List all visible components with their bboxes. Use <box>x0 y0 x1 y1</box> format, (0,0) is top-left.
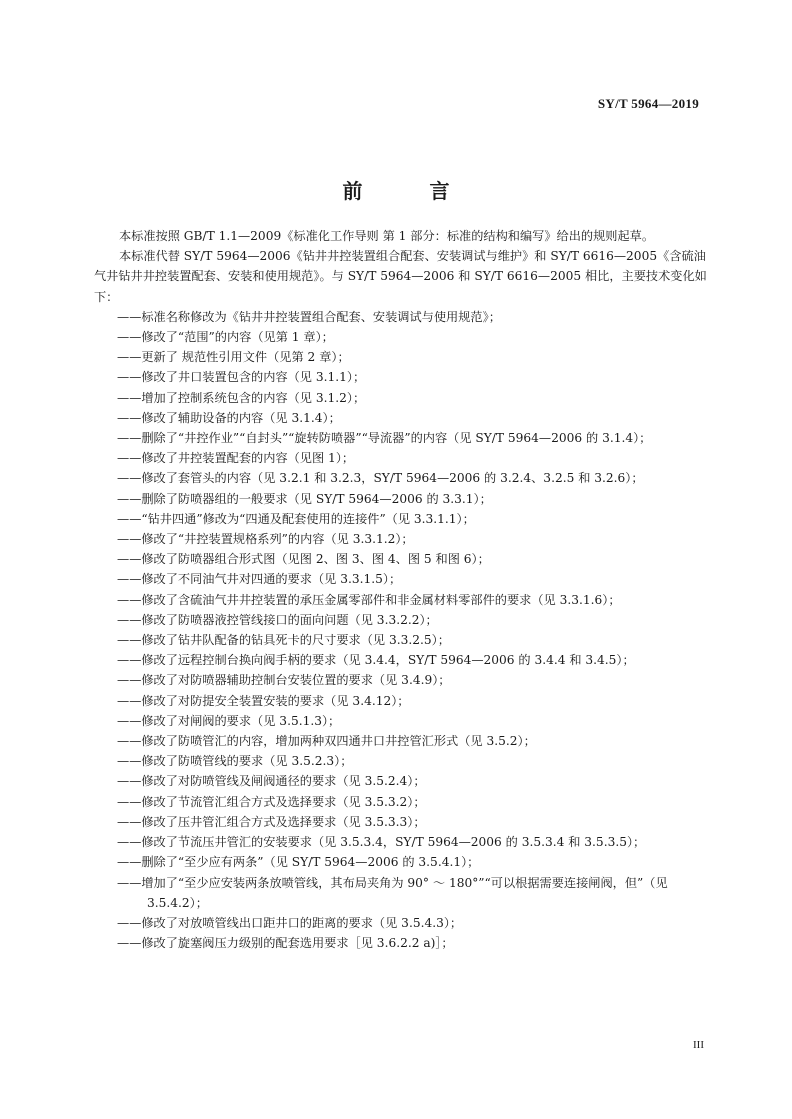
paragraph-drafting-rules: 本标准按照 GB/T 1.1—2009《标准化工作导则 第 1 部分：标准的结构和编写》给出的规则起草。 <box>119 229 655 243</box>
list-item: ——修改了节流管汇组合方式及选择要求（见 3.5.3.2）； <box>117 794 426 809</box>
list-item: ——修改了防喷管汇的内容，增加两种双四通井口井控管汇形式（见 3.5.2）； <box>117 734 536 749</box>
list-item: ——修改了钻井队配备的钻具死卡的尺寸要求（见 3.3.2.5）； <box>117 633 450 648</box>
page-title: 前 言 <box>342 179 480 203</box>
list-item: ——修改了远程控制台换向阀手柄的要求（见 3.4.4，SY/T 5964—2006 的 3.4.4 和 3.4.5）； <box>117 653 635 668</box>
changes-list <box>94 307 714 954</box>
list-item: ——修改了不同油气井对四通的要求（见 3.3.1.5）； <box>117 572 402 587</box>
list-item: ——修改了辅助设备的内容（见 3.1.4）； <box>117 410 341 425</box>
list-item: ——修改了节流压井管汇的安装要求（见 3.5.3.4，SY/T 5964—2006 的 3.5.3.4 和 3.5.3.5）； <box>117 835 646 850</box>
list-item: ——修改了对防喷器辅助控制台安装位置的要求（见 3.4.9）； <box>117 673 451 688</box>
list-item: ——修改了“范围”的内容（见第 1 章）； <box>117 330 334 345</box>
list-item: ——修改了压井管汇组合方式及选择要求（见 3.5.3.3）； <box>117 814 426 829</box>
list-item: ——修改了套管头的内容（见 3.2.1 和 3.2.3，SY/T 5964—2006 的 3.2.4、3.2.5 和 3.2.6）； <box>117 471 644 486</box>
list-item: ——删除了防喷器组的一般要求（见 SY/T 5964—2006 的 3.3.1）； <box>117 491 492 506</box>
list-item: ——更新了 规范性引用文件（见第 2 章）； <box>117 350 350 365</box>
list-item: ——修改了防喷器液控管线接口的面向问题（见 3.3.2.2）； <box>117 612 438 627</box>
document-body <box>94 226 714 953</box>
list-item: ——“钻井四通”修改为“四通及配套使用的连接件”（见 3.3.1.1）； <box>117 511 475 526</box>
list-item: ——增加了控制系统包含的内容（见 3.1.2）； <box>117 390 366 405</box>
list-item: ——修改了对防提安全装置安装的要求（见 3.4.12）； <box>117 693 410 708</box>
list-item: ——修改了井口装置包含的内容（见 3.1.1）； <box>117 370 366 385</box>
list-item: ——标准名称修改为《钻井井控装置组合配套、安装调试与使用规范》； <box>117 309 501 324</box>
list-item: ——修改了井控装置配套的内容（见图 1）； <box>117 451 355 466</box>
list-item: ——增加了“至少应安装两条放喷管线，其布局夹角为 90° ～ 180°”“可以根据需要连接闸阀，但”（见 3.5.4.2）； <box>117 875 668 910</box>
page-number: III <box>693 1039 704 1051</box>
list-item: ——修改了“井控装置规格系列”的内容（见 3.3.1.2）； <box>117 532 414 547</box>
list-item: ——修改了防喷管线的要求（见 3.5.2.3）； <box>117 754 353 769</box>
list-item: ——删除了“至少应有两条”（见 SY/T 5964—2006 的 3.5.4.1）； <box>117 855 480 870</box>
list-item: ——修改了对防喷管线及闸阀通径的要求（见 3.5.2.4）； <box>117 774 426 789</box>
paragraph-replacement: 本标准代替 SY/T 5964—2006《钻井井控装置组合配套、安装调试与维护》和 SY/T 6616—2005《含硫油气井钻井井控装置配套、安装和使用规范》。与 SY/T 5964—2006 和 SY/T 6616—2005 相比，主要技术变化如下： <box>94 249 707 304</box>
list-item: ——修改了旋塞阀压力级别的配套选用要求［见 3.6.2.2 a)］； <box>117 936 454 951</box>
list-item: ——删除了“井控作业”“自封头”“旋转防喷器”“导流器”的内容（见 SY/T 5964—2006 的 3.1.4）； <box>117 431 652 446</box>
list-item: ——修改了对放喷管线出口距井口的距离的要求（见 3.5.4.3）； <box>117 915 463 930</box>
list-item: ——修改了防喷器组合形式图（见图 2、图 3、图 4、图 5 和图 6）； <box>117 552 490 567</box>
list-item: ——修改了对闸阀的要求（见 3.5.1.3）； <box>117 713 341 728</box>
list-item: ——修改了含硫油气井井控装置的承压金属零部件和非金属材料零部件的要求（见 3.3.1.6）； <box>117 592 621 607</box>
standard-code: SY/T 5964—2019 <box>597 96 699 111</box>
